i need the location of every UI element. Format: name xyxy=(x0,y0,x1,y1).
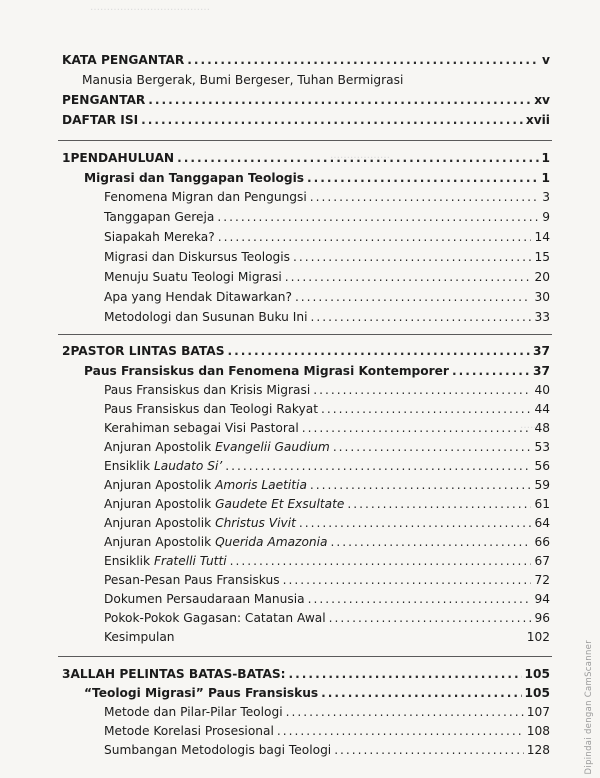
item-title-italic: Christus Vivit xyxy=(215,516,296,530)
leader-dots xyxy=(225,458,531,474)
toc-item[interactable] xyxy=(104,629,550,645)
toc-entry-pengantar[interactable] xyxy=(62,92,550,108)
item-title: Menuju Suatu Teologi Migrasi xyxy=(104,270,282,284)
leader-dots xyxy=(299,515,532,531)
toc-item[interactable] xyxy=(104,249,550,265)
chapter-page: 37 xyxy=(533,344,550,358)
toc-item[interactable] xyxy=(104,382,550,398)
toc-entry-page: xvii xyxy=(525,113,550,127)
item-page: 15 xyxy=(534,250,550,264)
toc-item[interactable] xyxy=(104,401,550,417)
item-title-prefix: Anjuran Apostolik xyxy=(104,478,216,492)
item-title: Kesimpulan xyxy=(104,630,175,644)
toc-item[interactable] xyxy=(104,496,550,512)
chapter-page: 1 xyxy=(541,151,550,165)
toc-item[interactable] xyxy=(104,553,550,569)
leader-dots xyxy=(148,92,531,108)
item-title: Dokumen Persaudaraan Manusia xyxy=(104,592,305,606)
item-title-italic: Gaudete Et Exsultate xyxy=(215,497,345,511)
leader-dots xyxy=(302,420,532,436)
item-title-italic: Amoris Laetitia xyxy=(215,478,307,492)
item-page: 67 xyxy=(534,554,550,568)
section-page: 105 xyxy=(524,686,550,700)
chapter-1-section[interactable] xyxy=(84,170,550,186)
item-title: Fenomena Migran dan Pengungsi xyxy=(104,190,307,204)
item-page: 9 xyxy=(542,210,550,224)
item-title xyxy=(104,439,330,455)
section-title: Migrasi dan Tanggapan Teologis xyxy=(84,171,305,185)
toc-entry-daftar-isi[interactable] xyxy=(62,112,550,128)
section-title: “Teologi Migrasi” Paus Fransiskus xyxy=(84,686,319,700)
section-page: 37 xyxy=(533,364,550,378)
leader-dots xyxy=(141,112,523,128)
toc-item[interactable] xyxy=(104,572,550,588)
leader-dots xyxy=(217,209,539,225)
item-page: 128 xyxy=(526,743,550,757)
item-page: 40 xyxy=(534,383,550,397)
item-title-italic: Querida Amazonia xyxy=(215,535,328,549)
item-title-prefix: Anjuran Apostolik xyxy=(104,497,216,511)
leader-dots xyxy=(347,496,531,512)
chapter-divider xyxy=(58,334,552,335)
leader-dots xyxy=(330,534,531,550)
item-title xyxy=(104,496,344,512)
item-title xyxy=(104,553,227,569)
item-page: 96 xyxy=(534,611,550,625)
item-title-prefix: Anjuran Apostolik xyxy=(104,535,216,549)
section-title: Paus Fransiskus dan Fenomena Migrasi Kontemporer xyxy=(84,364,449,378)
leader-dots xyxy=(310,309,531,325)
item-page: 30 xyxy=(534,290,550,304)
item-page: 59 xyxy=(534,478,550,492)
leader-dots xyxy=(321,685,521,701)
leader-dots xyxy=(321,401,532,417)
item-title: Apa yang Hendak Ditawarkan? xyxy=(104,290,292,304)
item-page: 33 xyxy=(534,310,550,324)
leader-dots xyxy=(452,363,530,379)
item-page: 102 xyxy=(526,630,550,644)
item-page: 94 xyxy=(534,592,550,606)
toc-item[interactable] xyxy=(104,229,550,245)
leader-dots xyxy=(310,477,532,493)
chapter-number: 2 xyxy=(62,344,71,358)
toc-item[interactable] xyxy=(104,534,550,550)
bleed-through: ……………… xyxy=(330,150,390,161)
section-page: 1 xyxy=(541,171,550,185)
item-page: 44 xyxy=(534,402,550,416)
leader-dots xyxy=(334,742,524,758)
item-title xyxy=(104,534,327,550)
toc-item[interactable] xyxy=(104,209,550,225)
item-title-prefix: Anjuran Apostolik xyxy=(104,440,216,454)
leader-dots xyxy=(230,553,532,569)
item-title: Metode Korelasi Prosesional xyxy=(104,724,274,738)
item-page: 108 xyxy=(526,724,550,738)
leader-dots xyxy=(283,572,532,588)
item-page: 61 xyxy=(534,497,550,511)
toc-item[interactable] xyxy=(104,289,550,305)
item-title-prefix: Anjuran Apostolik xyxy=(104,516,216,530)
chapter-3-section[interactable] xyxy=(84,685,550,701)
toc-item[interactable] xyxy=(104,477,550,493)
toc-item[interactable] xyxy=(104,458,550,474)
leader-dots xyxy=(313,382,531,398)
item-title xyxy=(104,477,307,493)
item-page: 56 xyxy=(534,459,550,473)
toc-entry-title: Manusia Bergerak, Bumi Bergeser, Tuhan Bermigrasi xyxy=(82,73,404,87)
chapter-number: 3 xyxy=(62,667,71,681)
leader-dots xyxy=(333,439,532,455)
toc-entry-page: xv xyxy=(534,93,550,107)
leader-dots xyxy=(286,704,524,720)
leader-dots xyxy=(187,52,539,68)
chapter-divider xyxy=(58,656,552,657)
toc-item[interactable] xyxy=(104,189,550,205)
toc-item[interactable] xyxy=(104,309,550,325)
item-page: 14 xyxy=(534,230,550,244)
item-title-italic: Evangelii Gaudium xyxy=(215,440,330,454)
item-title-prefix: Ensiklik xyxy=(104,554,154,568)
toc-item[interactable] xyxy=(104,610,550,626)
chapter-3-heading[interactable] xyxy=(62,666,550,682)
toc-entry-title: KATA PENGANTAR xyxy=(62,53,185,67)
item-title-italic: Laudato Si’ xyxy=(153,459,223,473)
chapter-title: PENDAHULUAN xyxy=(70,151,175,165)
item-page: 48 xyxy=(534,421,550,435)
leader-dots xyxy=(277,723,524,739)
chapter-page: 105 xyxy=(524,667,550,681)
leader-dots xyxy=(308,591,532,607)
chapter-number: 1 xyxy=(62,151,71,165)
item-title-italic: Fratelli Tutti xyxy=(153,554,227,568)
toc-entry-title: DAFTAR ISI xyxy=(62,113,139,127)
item-page: 72 xyxy=(534,573,550,587)
chapter-title: ALLAH PELINTAS BATAS-BATAS: xyxy=(70,667,286,681)
item-page: 107 xyxy=(526,705,550,719)
leader-dots xyxy=(285,269,532,285)
toc-entry-title: PENGANTAR xyxy=(62,93,146,107)
toc-item[interactable] xyxy=(104,742,550,758)
leader-dots xyxy=(329,610,532,626)
leader-dots xyxy=(177,150,538,166)
item-title: Pesan-Pesan Paus Fransiskus xyxy=(104,573,280,587)
bleed-through: ……………………………… xyxy=(90,2,210,13)
item-title: Pokok-Pokok Gagasan: Catatan Awal xyxy=(104,611,326,625)
chapter-2-section[interactable] xyxy=(84,363,550,379)
toc-item[interactable] xyxy=(104,723,550,739)
item-page: 66 xyxy=(534,535,550,549)
item-title-prefix: Ensiklik xyxy=(104,459,154,473)
leader-dots xyxy=(295,289,532,305)
toc-item[interactable] xyxy=(104,439,550,455)
item-title: Paus Fransiskus dan Teologi Rakyat xyxy=(104,402,318,416)
toc-item[interactable] xyxy=(104,420,550,436)
leader-dots xyxy=(310,189,539,205)
item-page: 64 xyxy=(534,516,550,530)
leader-dots xyxy=(307,170,538,186)
leader-dots xyxy=(227,343,530,359)
bleed-through: …… xyxy=(520,420,540,431)
toc-item[interactable] xyxy=(104,591,550,607)
toc-item[interactable] xyxy=(104,704,550,720)
item-title: Paus Fransiskus dan Krisis Migrasi xyxy=(104,383,311,397)
toc-item[interactable] xyxy=(104,515,550,531)
toc-entry-subtitle xyxy=(82,72,550,88)
chapter-2-heading[interactable] xyxy=(62,343,550,359)
item-page: 53 xyxy=(534,440,550,454)
item-title: Tanggapan Gereja xyxy=(104,210,215,224)
item-title: Kerahiman sebagai Visi Pastoral xyxy=(104,421,299,435)
toc-entry-kata-pengantar[interactable] xyxy=(62,52,550,68)
scanner-watermark: Dipindai dengan CamScanner xyxy=(584,640,594,775)
item-title: Metode dan Pilar-Pilar Teologi xyxy=(104,705,283,719)
leader-dots xyxy=(293,249,531,265)
chapter-divider xyxy=(58,140,552,141)
chapter-1-heading[interactable] xyxy=(62,150,550,166)
item-title: Migrasi dan Diskursus Teologis xyxy=(104,250,291,264)
item-title xyxy=(104,458,222,474)
item-page: 20 xyxy=(534,270,550,284)
leader-dots xyxy=(218,229,532,245)
item-page: 3 xyxy=(542,190,550,204)
item-title: Siapakah Mereka? xyxy=(104,230,215,244)
item-title xyxy=(104,515,296,531)
item-title: Sumbangan Metodologis bagi Teologi xyxy=(104,743,332,757)
chapter-title: PASTOR LINTAS BATAS xyxy=(70,344,225,358)
toc-item[interactable] xyxy=(104,269,550,285)
item-title: Metodologi dan Susunan Buku Ini xyxy=(104,310,308,324)
leader-dots xyxy=(289,666,522,682)
toc-entry-page: v xyxy=(542,53,550,67)
